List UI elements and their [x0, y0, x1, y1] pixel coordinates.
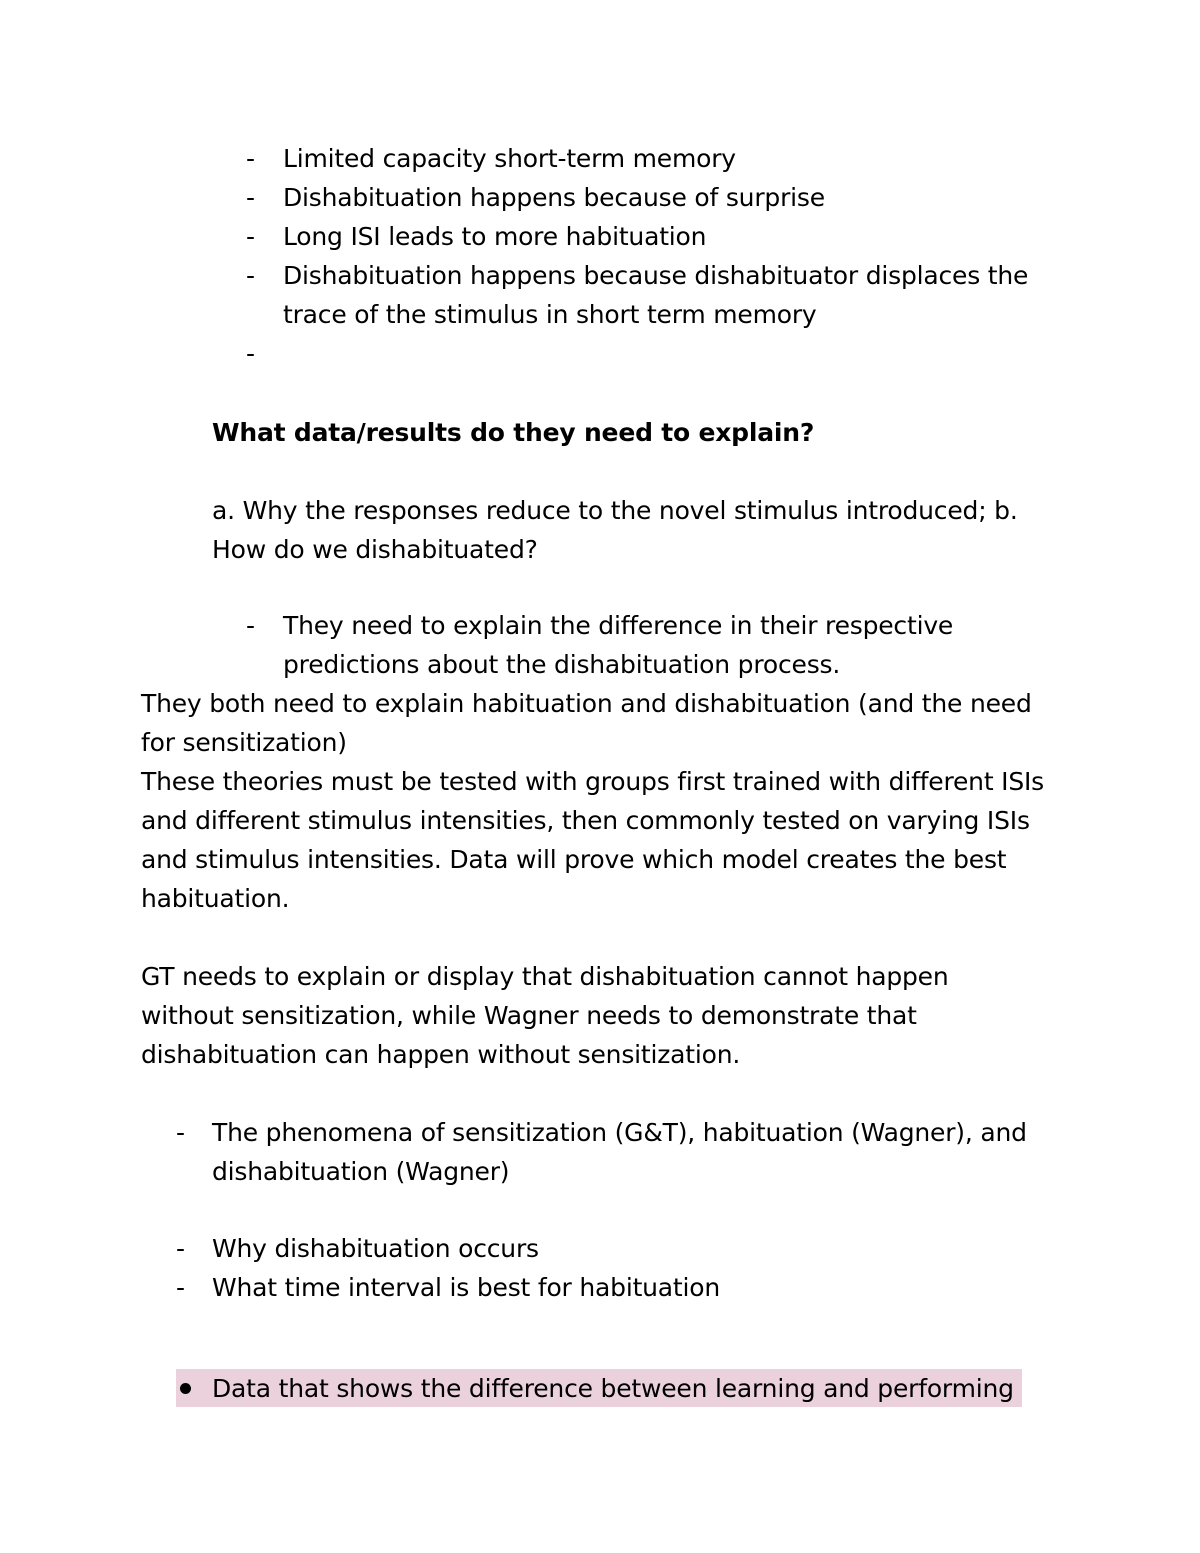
answer-line: How do we dishabituated? [212, 535, 538, 564]
list-item-continuation: dishabituation (Wagner) [212, 1157, 510, 1186]
paragraph-line: and stimulus intensities. Data will prove which model creates the best [141, 845, 1007, 874]
list-item: They need to explain the difference in their respective [283, 611, 954, 640]
list-dash: - [246, 183, 256, 212]
paragraph-line: habituation. [141, 884, 290, 913]
list-item: Why dishabituation occurs [212, 1234, 539, 1263]
list-item: Dishabituation happens because dishabituator displaces the [283, 261, 1029, 290]
list-dash: - [176, 1273, 186, 1302]
list-dash: - [246, 222, 256, 251]
list-dash: - [246, 611, 256, 640]
paragraph-line: These theories must be tested with groups first trained with different ISIs [141, 767, 1045, 796]
paragraph-line: They both need to explain habituation and dishabituation (and the need [141, 689, 1032, 718]
list-item: Dishabituation happens because of surprise [283, 183, 825, 212]
list-dash: - [246, 144, 256, 173]
list-item: Long ISI leads to more habituation [283, 222, 707, 251]
answer-line: a. Why the responses reduce to the novel stimulus introduced; b. [212, 496, 1018, 525]
list-item: The phenomena of sensitization (G&T), habituation (Wagner), and [212, 1118, 1027, 1147]
paragraph-line: without sensitization, while Wagner needs to demonstrate that [141, 1001, 917, 1030]
paragraph-line: dishabituation can happen without sensitization. [141, 1040, 741, 1069]
highlighted-bullet-text: Data that shows the difference between learning and performing [212, 1374, 1014, 1403]
list-item-continuation: trace of the stimulus in short term memory [283, 300, 817, 329]
section-heading: What data/results do they need to explain? [212, 418, 815, 447]
bullet-icon [180, 1383, 191, 1394]
paragraph-line: GT needs to explain or display that dishabituation cannot happen [141, 962, 949, 991]
list-item-continuation: predictions about the dishabituation process. [283, 650, 841, 679]
list-item: What time interval is best for habituation [212, 1273, 721, 1302]
list-dash: - [176, 1118, 186, 1147]
list-item: Limited capacity short-term memory [283, 144, 736, 173]
list-dash: - [246, 339, 256, 368]
paragraph-line: and different stimulus intensities, then commonly tested on varying ISIs [141, 806, 1030, 835]
list-dash: - [246, 261, 256, 290]
paragraph-line: for sensitization) [141, 728, 347, 757]
list-dash: - [176, 1234, 186, 1263]
